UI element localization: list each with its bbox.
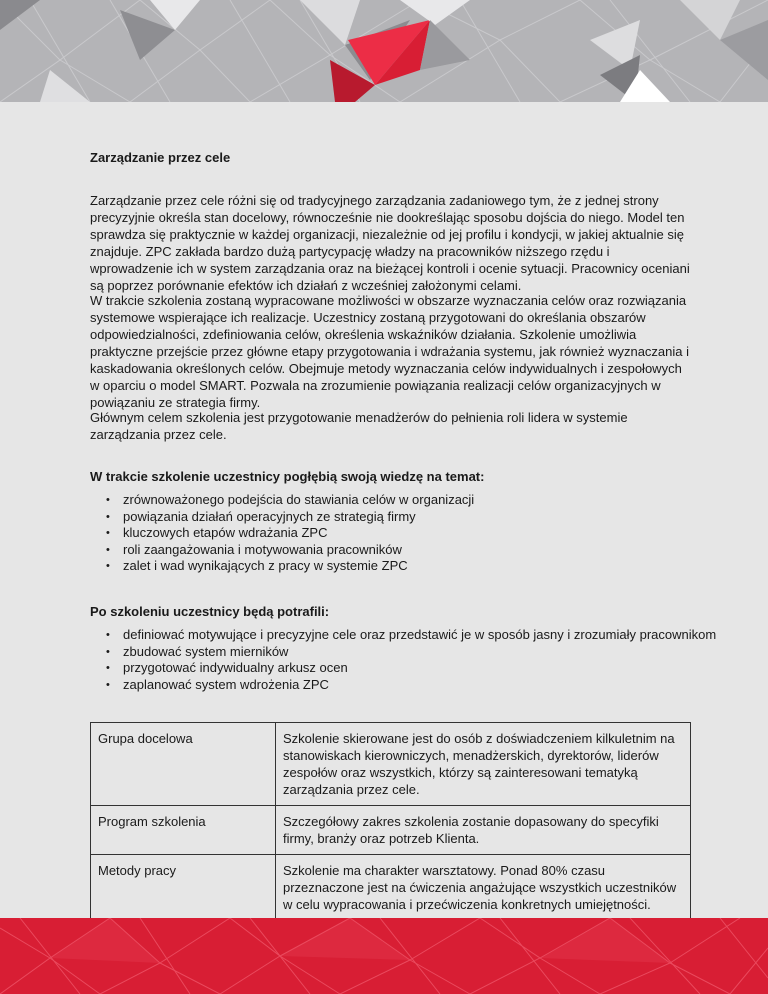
list-item: • zbudować system mierników — [90, 644, 750, 661]
table-row — [91, 806, 691, 855]
list-item: • roli zaangażowania i motywowania pracowników — [90, 542, 750, 559]
list-item: • definiować motywujące i precyzyjne cele oraz przedstawić je w sposób jasny i zrozumiały pracownikom — [90, 627, 750, 644]
knowledge-heading: W trakcie szkolenie uczestnicy pogłębią swoją wiedzę na temat: — [90, 469, 485, 484]
list-item: • zalet i wad wynikających z pracy w systemie ZPC — [90, 558, 750, 575]
geometric-pattern-top — [0, 0, 768, 102]
training-info-table — [90, 722, 691, 921]
list-item: • kluczowych etapów wdrażania ZPC — [90, 525, 750, 542]
table-row — [91, 855, 691, 921]
list-item: • przygotować indywidualny arkusz ocen — [90, 660, 750, 677]
table-cell-label: Program szkolenia — [91, 806, 276, 855]
list-item: • zrównoważonego podejścia do stawiania celów w organizacji — [90, 492, 750, 509]
top-banner — [0, 0, 768, 102]
table-row — [91, 723, 691, 806]
table-cell-label: Metody pracy — [91, 855, 276, 921]
document-title: Zarządzanie przez cele — [90, 150, 231, 165]
skills-heading: Po szkoleniu uczestnicy będą potrafili: — [90, 604, 330, 619]
knowledge-list — [90, 492, 750, 575]
goal-paragraph: Głównym celem szkolenia jest przygotowanie menadżerów do pełnienia roli lidera w systemie zarządzania przez cele. — [90, 410, 628, 442]
list-item: • zaplanować system wdrożenia ZPC — [90, 677, 750, 694]
intro-paragraph: Zarządzanie przez cele różni się od tradycyjnego zarządzania zadaniowego tym, że z jednej strony precyzyjnie określa stan docelowy, równocześnie nie dookreślając sposobu dojścia do niego. Model ten sprawdza się praktycznie w każdej organizacji, niezależnie od jej profilu i kondycji, w jakiej aktualnie się znajduje. ZPC zakłada bardzo dużą partycypację władzy na pracowników niższego rzędu i wprowadzenie ich w system zarządzania oraz na bieżącej kontroli i ocenie sytuacji. Pracownicy oceniani są poprzez porównanie efektów ich działań z wcześniej założonymi celami. — [90, 193, 690, 293]
table-cell-text: Szkolenie ma charakter warsztatowy. Ponad 80% czasu przeznaczone jest na ćwiczenia angażujące wszystkich uczestników w celu wypracowania i przećwiczenia konkretnych umiejętności. — [276, 855, 691, 921]
geometric-pattern-bottom — [0, 918, 768, 994]
table-cell-label: Grupa docelowa — [91, 723, 276, 806]
table-cell-text: Szczegółowy zakres szkolenia zostanie dopasowany do specyfiki firmy, branży oraz potrzeb Klienta. — [276, 806, 691, 855]
list-item: • powiązania działań operacyjnych ze strategią firmy — [90, 509, 750, 526]
bottom-banner — [0, 918, 768, 994]
table-cell-text: Szkolenie skierowane jest do osób z doświadczeniem kilkuletnim na stanowiskach kierowniczych, menadżerskich, dyrektorów, liderów zespołów oraz wszystkich, którzy są zainteresowani tematyką zarządzania przez cele. — [276, 723, 691, 806]
skills-list — [90, 627, 750, 693]
training-paragraph: W trakcie szkolenia zostaną wypracowane możliwości w obszarze wyznaczania celów oraz rozwiązania systemowe wspierające ich realizacje. Uczestnicy zostaną przygotowani do określania obszarów odpowiedzialności, zdefiniowania celów, określenia wskaźników działania. Szkolenie umożliwia praktyczne przejście przez główne etapy przygotowania i wdrażania systemu, jak również wyznaczania i kaskadowania określonych celów. Obejmuje metody wyznaczania celów indywidualnych i zespołowych w oparciu o model SMART. Pozwala na zrozumienie powiązania realizacji celów organizacyjnych w powiązaniu ze strategia firmy. — [90, 293, 689, 410]
